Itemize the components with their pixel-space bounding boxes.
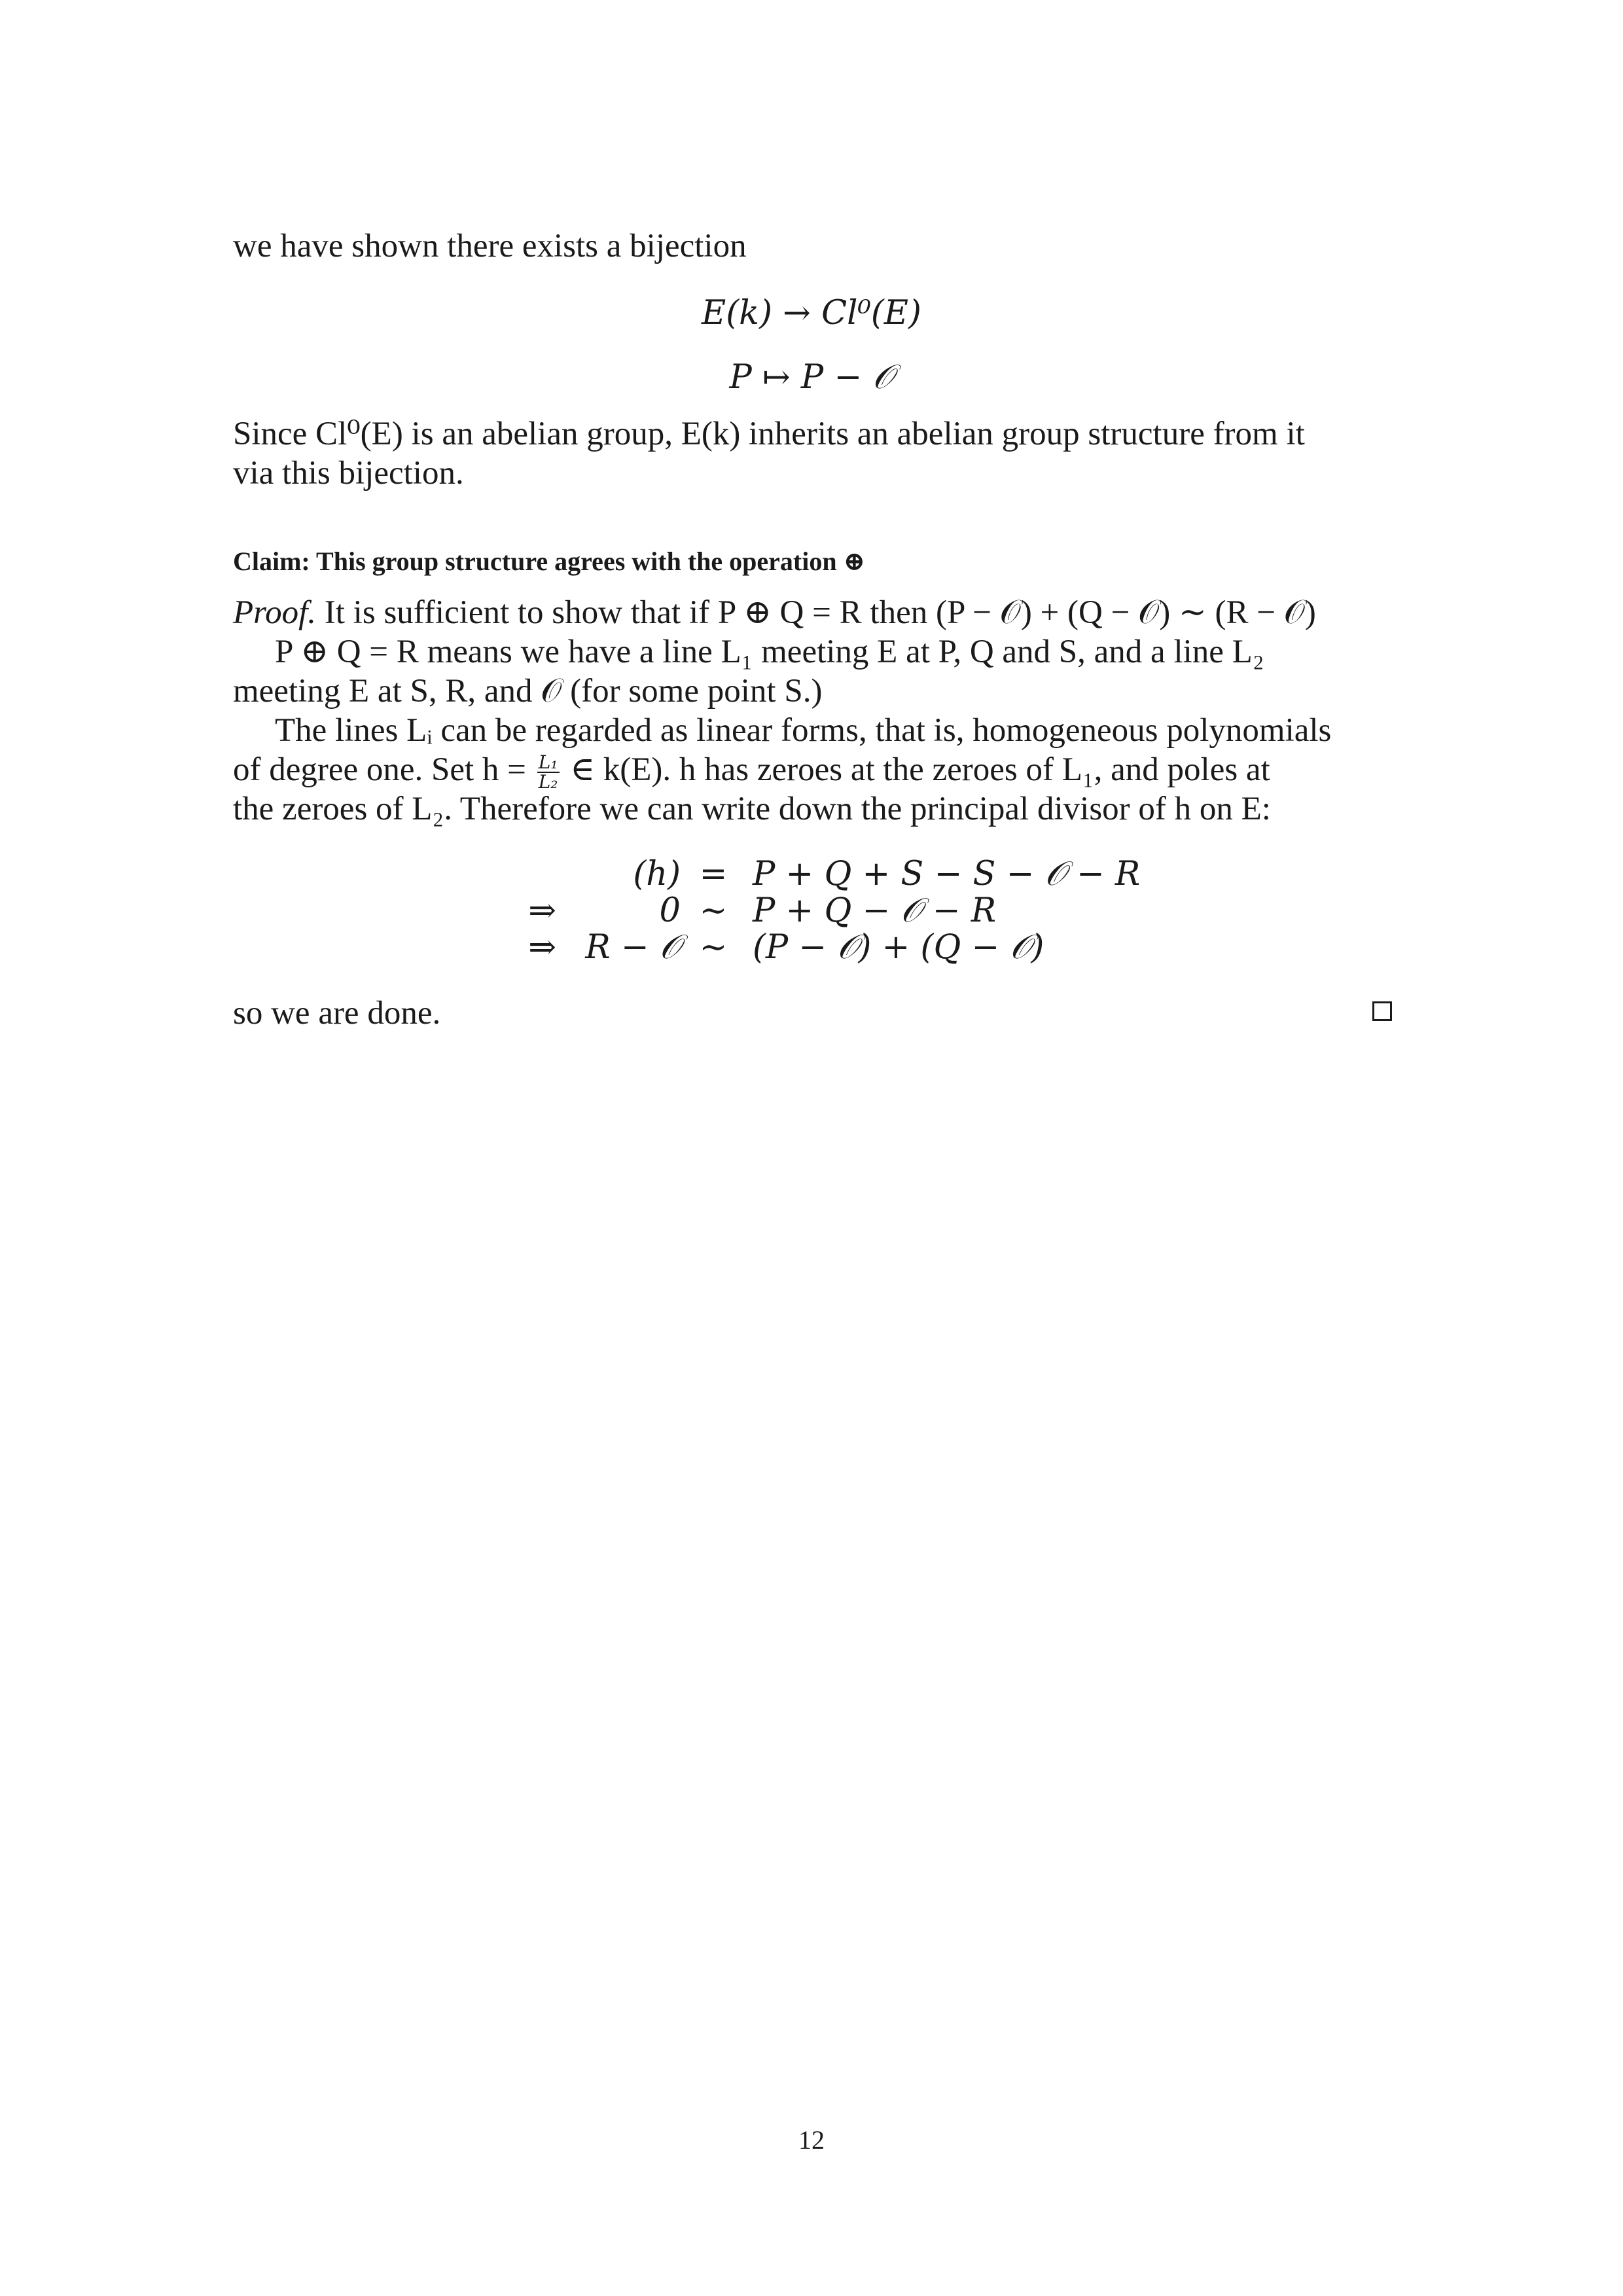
intro-text: we have shown there exists a bijection xyxy=(233,228,747,264)
qed-square-icon xyxy=(1372,1001,1392,1021)
proof-line-3: meeting E at S, R, and 𝒪 (for some point S.) xyxy=(233,673,823,709)
proof-line-1 xyxy=(233,593,1398,632)
eq-row-3-lhs: R − 𝒪 xyxy=(585,928,681,967)
eq-row-1-rhs: P + Q + S − S − 𝒪 − R xyxy=(753,855,1141,893)
proof-line-6: the zeroes of L₂. Therefore we can write down the principal divisor of h on E: xyxy=(233,791,1271,827)
eq-row-2-relation: ∼ xyxy=(699,891,728,930)
claim-heading: Claim: This group structure agrees with the operation ⊕ xyxy=(233,547,866,576)
proof-line-5-end: ∈ k(E). h has zeroes at the zeroes of L₁, and poles at xyxy=(570,751,1270,788)
eq-row-1-lhs: (h) xyxy=(633,855,681,893)
eq-row-2-rhs: P + Q − 𝒪 − R xyxy=(753,891,997,930)
proof-line-1-text: It is sufficient to show that if P ⊕ Q = R then (P − 𝒪) + (Q − 𝒪) ∼ (R − 𝒪) xyxy=(324,594,1316,631)
eq-row-2-implies: ⇒ xyxy=(528,891,556,930)
proof-line-5-start: of degree one. Set h = xyxy=(233,751,526,788)
proof-line-5 xyxy=(233,750,1398,791)
eq-row-3-relation: ∼ xyxy=(699,928,728,967)
page-number: 12 xyxy=(798,2125,825,2155)
fraction-l1-over-l2 xyxy=(537,753,560,791)
since-text-line-1: Since Cl⁰(E) is an abelian group, E(k) inherits an abelian group structure from it xyxy=(233,416,1305,452)
proof-line-4: The lines Lᵢ can be regarded as linear forms, that is, homogeneous polynomials xyxy=(275,712,1332,749)
eq-row-3-rhs: (P − 𝒪) + (Q − 𝒪) xyxy=(753,928,1044,967)
fraction-numerator: L₁ xyxy=(538,751,558,774)
closing-text: so we are done. xyxy=(233,995,441,1031)
bijection-map-line-1: E(k) → Cl⁰(E) xyxy=(702,294,921,332)
eq-row-2-lhs: 0 xyxy=(659,891,681,930)
eq-row-1-relation: = xyxy=(699,855,728,893)
eq-row-3-implies: ⇒ xyxy=(528,928,556,967)
bijection-map-line-2: P ↦ P − 𝒪 xyxy=(729,358,894,397)
proof-line-2: P ⊕ Q = R means we have a line L₁ meeting E at P, Q and S, and a line L₂ xyxy=(275,634,1264,670)
fraction-denominator: L₂ xyxy=(538,771,558,793)
since-text-line-2: via this bijection. xyxy=(233,455,464,492)
proof-label: Proof. xyxy=(233,594,317,631)
